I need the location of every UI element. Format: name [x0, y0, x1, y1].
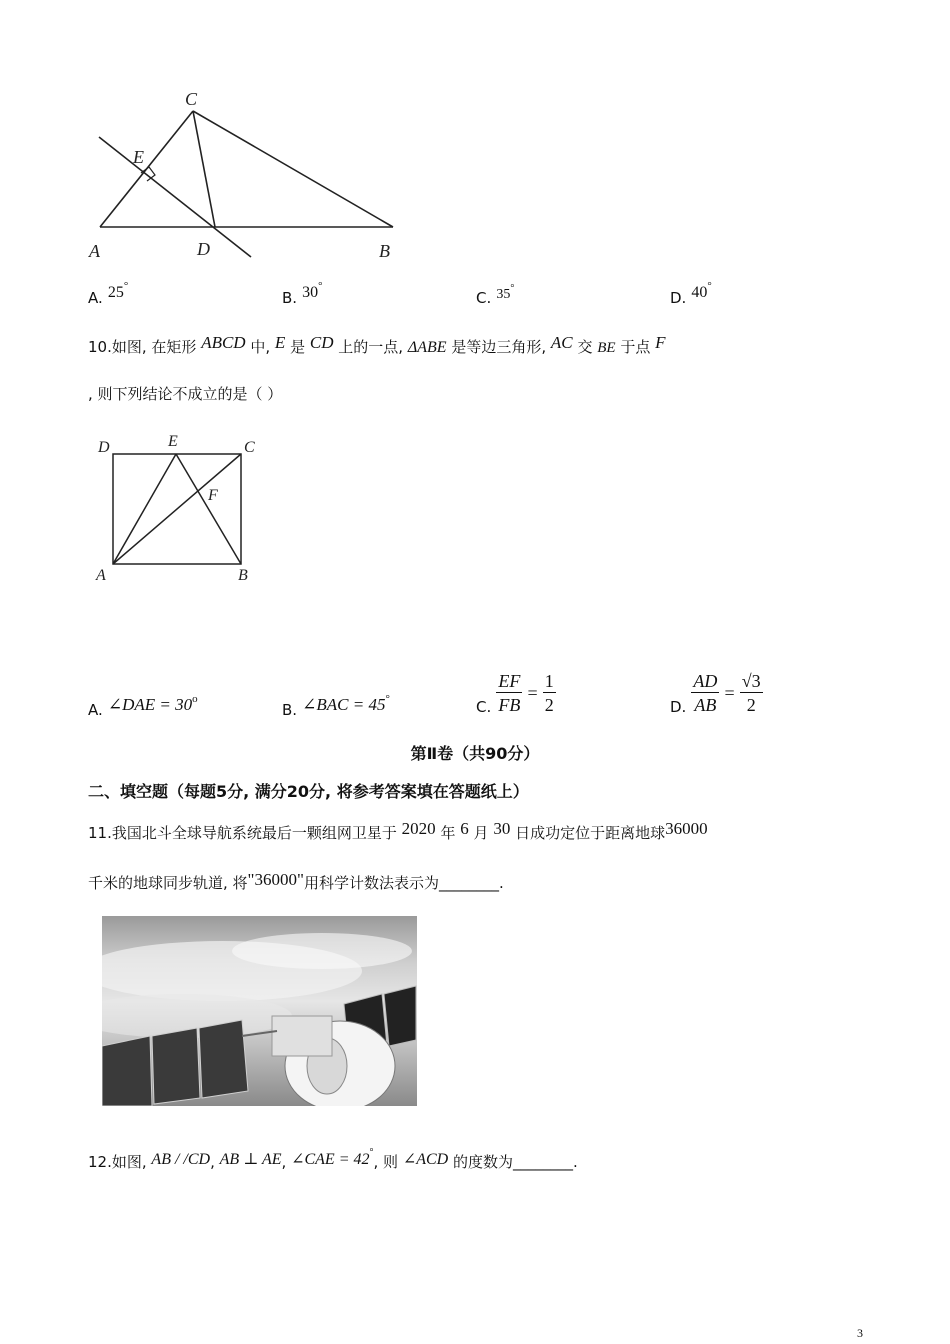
equals-sign: =	[527, 683, 538, 703]
label-A: A	[96, 567, 106, 584]
label-C: C	[185, 89, 198, 109]
math-angle-cae: ∠CAE = 42	[291, 1151, 370, 1168]
option-value: 30	[302, 284, 319, 301]
q12-text: 如图,	[111, 1153, 147, 1171]
q12-stem	[88, 1147, 578, 1172]
option-letter: B.	[282, 289, 298, 307]
option-value: 35	[496, 287, 511, 302]
math-be: BE	[597, 340, 616, 356]
label-D: D	[98, 439, 110, 456]
question-number: 12.	[88, 1153, 112, 1171]
option-letter: A.	[88, 289, 103, 307]
q10-text: 是	[290, 338, 306, 356]
math-f: F	[655, 333, 666, 352]
q10-text: 于点	[620, 338, 651, 356]
math-ab-perp-ae: AB ⊥ AE	[219, 1151, 282, 1168]
q11-stem-line1	[88, 819, 708, 843]
option-letter: C.	[476, 698, 492, 716]
label-A: A	[89, 241, 100, 261]
section2-heading: 二、填空题（每题5分, 满分20分, 将参考答案填在答题纸上）	[88, 782, 529, 801]
month: 6	[460, 819, 469, 838]
question-number: 11.	[88, 824, 112, 842]
option-letter: B.	[282, 701, 298, 719]
q10-text: 如图, 在矩形	[111, 338, 197, 356]
q12-answer-blank[interactable]: 的度数为________.	[453, 1153, 578, 1171]
label-B: B	[238, 567, 248, 584]
q9-option-c[interactable]	[476, 283, 515, 308]
q10-text: 上的一点,	[338, 338, 404, 356]
q12-text: ,	[210, 1153, 215, 1171]
q9-option-b[interactable]	[282, 280, 323, 308]
math-cd: CD	[309, 333, 334, 352]
q11-stem-line2	[88, 872, 504, 893]
degree-sign: °	[318, 280, 323, 292]
degree-sign: °	[707, 280, 712, 292]
math-ac: AC	[550, 333, 573, 352]
option-expr: ∠BAC = 45	[302, 695, 386, 714]
option-letter: D.	[670, 698, 687, 716]
degree-sign: °	[385, 693, 390, 705]
day: 30	[493, 819, 511, 838]
option-value: 40	[691, 284, 708, 301]
degree-sign: °	[123, 280, 129, 292]
segment-CB	[193, 111, 393, 227]
option-expr: ∠DAE = 30	[107, 695, 193, 714]
option-letter: C.	[476, 289, 492, 307]
segment-CD	[193, 111, 215, 227]
satellite-photo	[102, 916, 417, 1106]
question-number: 10.	[88, 338, 112, 356]
fraction-ad-ab	[691, 670, 719, 717]
label-C: C	[244, 439, 255, 456]
line-ED	[99, 137, 251, 257]
numerator: AD	[693, 671, 718, 691]
q12-text: ,	[281, 1153, 287, 1171]
quoted-number: "36000"	[247, 870, 304, 889]
denominator: 2	[544, 695, 554, 715]
q10-stem-line1	[88, 333, 666, 357]
distance: 36000	[665, 819, 708, 838]
fraction-one-half	[543, 670, 556, 717]
degree-sign: o	[192, 693, 198, 705]
section-title: 第Ⅱ卷（共90分）	[410, 744, 540, 763]
q9-option-a[interactable]	[88, 280, 129, 308]
segment-EB	[176, 454, 241, 564]
q10-text: 交	[577, 338, 593, 356]
label-E: E	[168, 433, 178, 450]
numerator: 1	[544, 671, 554, 691]
satellite-illustration	[102, 916, 417, 1106]
q10-stem-line2: , 则下列结论不成立的是（ ）	[88, 385, 283, 403]
option-letter: A.	[88, 701, 103, 719]
option-letter: D.	[670, 289, 687, 307]
q11-text: 年	[440, 824, 456, 842]
math-triangle-abe: ΔABE	[407, 339, 447, 356]
q11-text: 我国北斗全球导航系统最后一颗组网卫星于	[111, 824, 397, 842]
denominator: AB	[694, 695, 717, 715]
q11-text: 千米的地球同步轨道, 将	[88, 874, 248, 892]
q9-option-d[interactable]	[670, 280, 712, 308]
segment-AE	[113, 454, 176, 564]
numerator: √3	[741, 671, 761, 691]
q10-text: 中,	[250, 338, 271, 356]
page-number: 3	[857, 1326, 863, 1340]
option-value: 25	[107, 284, 124, 301]
fraction-ef-fb	[496, 670, 522, 717]
segment-AC	[113, 454, 241, 564]
denominator: FB	[498, 695, 521, 715]
degree-sign: °	[369, 1147, 374, 1158]
numerator: EF	[498, 671, 521, 691]
denominator: 2	[746, 695, 756, 715]
math-abcd: ABCD	[201, 333, 246, 352]
fraction-root3-half	[740, 670, 763, 717]
q11-text: 日成功定位于距离地球	[515, 824, 666, 842]
label-D: D	[197, 239, 210, 259]
math-ab-parallel-cd: AB / /CD	[151, 1151, 211, 1168]
label-B: B	[379, 241, 390, 261]
math-e: E	[274, 333, 286, 352]
q10-option-b[interactable]	[282, 693, 390, 720]
math-angle-acd: ∠ACD	[402, 1151, 449, 1168]
label-E: E	[133, 147, 144, 167]
degree-sign: °	[510, 283, 515, 294]
q9-figure	[85, 85, 405, 265]
q10-option-d[interactable]	[670, 670, 763, 717]
q11-answer-blank[interactable]: 用科学计数法表示为________.	[303, 874, 504, 892]
label-F: F	[208, 487, 218, 504]
q10-text: 是等边三角形,	[451, 338, 547, 356]
q10-figure	[90, 428, 270, 588]
q10-option-c[interactable]	[476, 670, 556, 717]
q11-text: 月	[473, 824, 489, 842]
year: 2020	[401, 819, 436, 838]
equals-sign: =	[724, 683, 735, 703]
q12-text: , 则	[373, 1153, 399, 1171]
q10-option-a[interactable]	[88, 693, 198, 720]
